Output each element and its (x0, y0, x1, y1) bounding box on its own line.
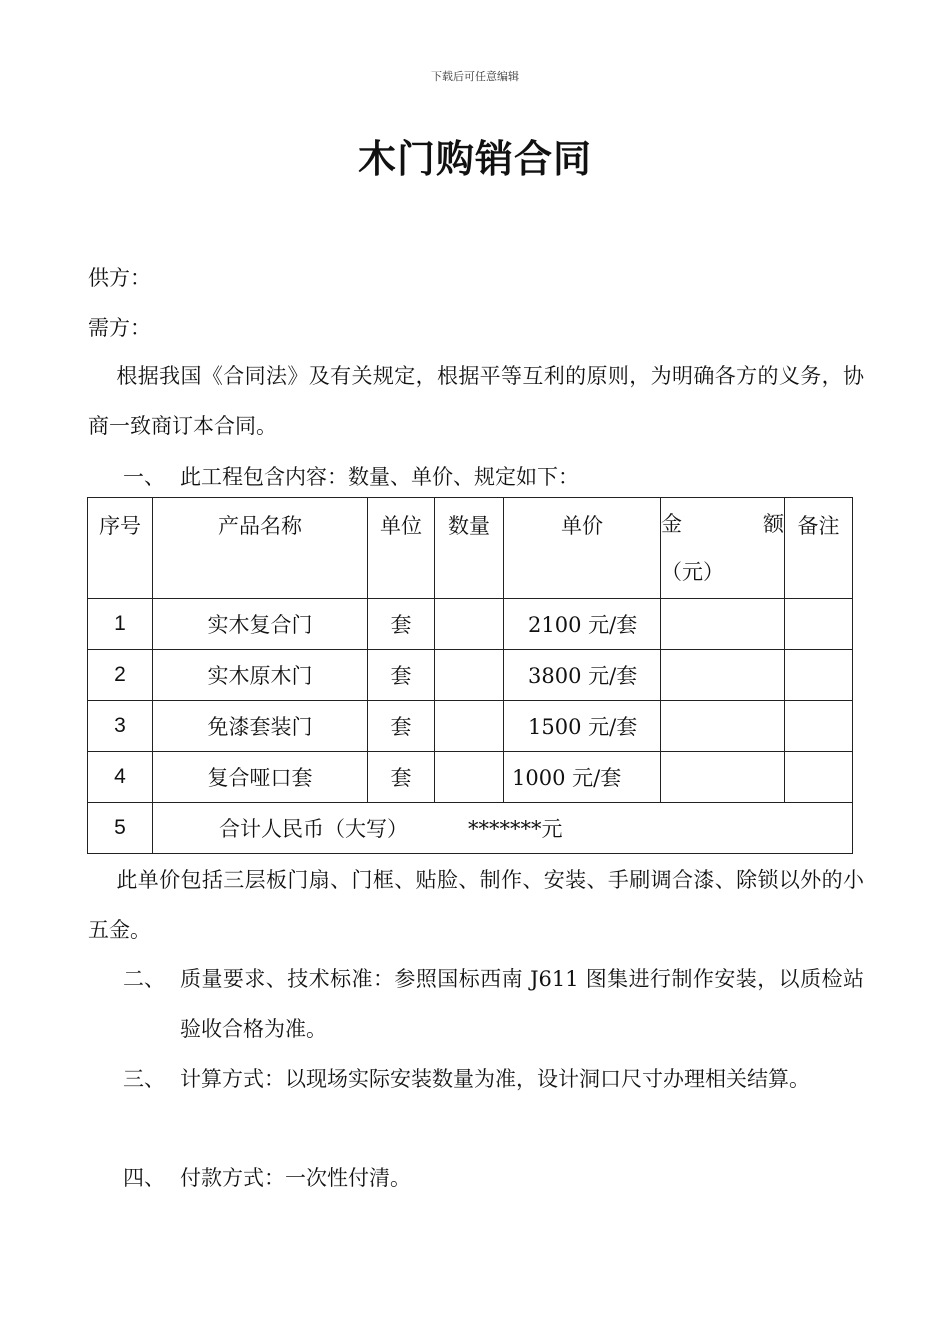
document-title: 木门购销合同 (357, 137, 592, 181)
header-seq: 序号 (88, 498, 153, 599)
intro-paragraph (88, 351, 864, 451)
total-label: 合计人民币（大写） (219, 817, 408, 841)
table-row (88, 701, 853, 752)
section-4-text: 付款方式：一次性付清。 (180, 1166, 411, 1190)
table-row (88, 752, 853, 803)
row-name: 复合哑口套 (153, 752, 368, 803)
price-note-paragraph (88, 855, 864, 955)
row-qty (435, 701, 504, 752)
total-cell (153, 803, 853, 854)
section-3-text: 计算方式：以现场实际安装数量为准，设计洞口尺寸办理相关结算。 (180, 1067, 810, 1091)
row-note (785, 701, 853, 752)
row-amount (661, 701, 785, 752)
section-4-number: 四、 (123, 1166, 165, 1190)
row-amount (661, 650, 785, 701)
section-3-number: 三、 (123, 1067, 165, 1091)
row-amount (661, 599, 785, 650)
header-amount (661, 498, 785, 599)
row-unit: 套 (368, 599, 435, 650)
supplier-label: 供方： (88, 266, 151, 290)
intro-text: 根据我国《合同法》及有关规定，根据平等互利的原则，为明确各方的义务，协商一致商订本合同。 (88, 364, 864, 438)
header-note: 下载后可任意编辑 (431, 70, 519, 83)
table-row (88, 599, 853, 650)
row-qty (435, 752, 504, 803)
row-unit: 套 (368, 701, 435, 752)
section-2-number: 二、 (123, 967, 165, 991)
total-value: *******元 (468, 817, 563, 841)
row-name: 实木复合门 (153, 599, 368, 650)
row-seq: 3 (88, 701, 153, 752)
header-qty: 数量 (435, 498, 504, 599)
header-amount-unit: （元） (661, 560, 724, 584)
section-1-text: 此工程包含内容：数量、单价、规定如下： (180, 465, 579, 489)
header-amount-left: 金 (661, 512, 682, 536)
section-1-number: 一、 (123, 465, 165, 489)
row-price: 2100 元/套 (504, 599, 661, 650)
pricing-table (87, 497, 853, 854)
row-qty (435, 650, 504, 701)
row-qty (435, 599, 504, 650)
price-note-text: 此单价包括三层板门扇、门框、贴脸、制作、安装、手刷调合漆、除锁以外的小五金。 (88, 868, 864, 942)
row-unit: 套 (368, 752, 435, 803)
header-note: 备注 (785, 498, 853, 599)
header-unit: 单位 (368, 498, 435, 599)
row-seq: 1 (88, 599, 153, 650)
table-header-row (88, 498, 853, 599)
row-name: 免漆套装门 (153, 701, 368, 752)
section-2 (123, 954, 864, 1054)
table-row (88, 650, 853, 701)
row-seq: 2 (88, 650, 153, 701)
row-price: 3800 元/套 (504, 650, 661, 701)
row-note (785, 599, 853, 650)
header-name: 产品名称 (153, 498, 368, 599)
row-seq: 4 (88, 752, 153, 803)
header-price: 单价 (504, 498, 661, 599)
buyer-label: 需方： (88, 316, 151, 340)
row-price: 1500 元/套 (504, 701, 661, 752)
row-name: 实木原木门 (153, 650, 368, 701)
section-3 (123, 1054, 864, 1104)
section-4 (123, 1153, 864, 1203)
row-note (785, 650, 853, 701)
row-amount (661, 752, 785, 803)
header-amount-right: 额 (763, 512, 784, 536)
row-note (785, 752, 853, 803)
section-2-text: 质量要求、技术标准：参照国标西南 J611 图集进行制作安装，以质检站验收合格为准。 (180, 967, 864, 1041)
section-1 (123, 461, 579, 491)
total-seq: 5 (88, 803, 153, 854)
row-unit: 套 (368, 650, 435, 701)
table-total-row (88, 803, 853, 854)
row-price: 1000 元/套 (504, 752, 661, 803)
